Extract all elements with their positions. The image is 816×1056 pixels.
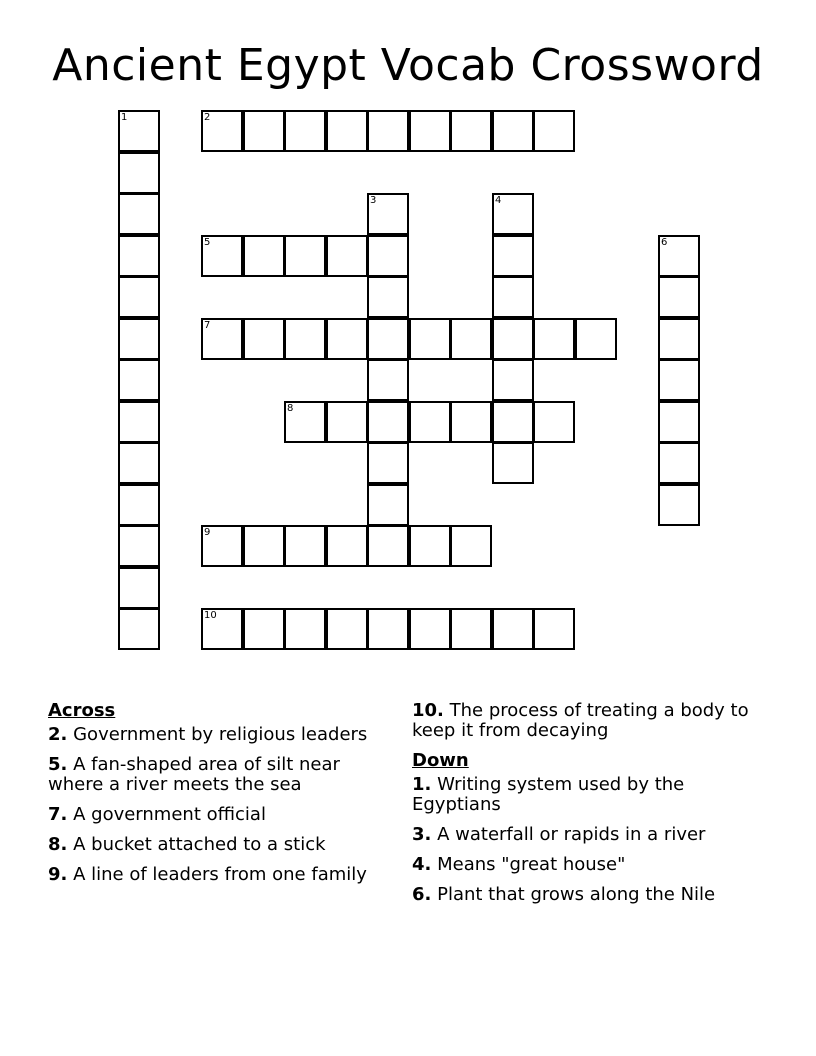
clue-number: 7. xyxy=(48,804,68,825)
grid-cell[interactable] xyxy=(658,484,700,526)
clue-text: The process of treating a body to keep it from decaying xyxy=(412,700,749,741)
grid-cell[interactable] xyxy=(367,401,409,443)
clue-number: 4. xyxy=(412,854,432,875)
grid-cell[interactable] xyxy=(118,484,160,526)
grid-cell[interactable] xyxy=(367,608,409,650)
grid-cell[interactable] xyxy=(367,359,409,401)
grid-cell[interactable] xyxy=(492,193,534,235)
clues-column-right xyxy=(412,701,752,915)
clue-number: 5. xyxy=(48,754,68,775)
clue-number: 9. xyxy=(48,864,68,885)
grid-cell[interactable] xyxy=(201,235,243,277)
puzzle-title: Ancient Egypt Vocab Crossword xyxy=(52,40,764,91)
clue-text: A government official xyxy=(73,804,266,825)
grid-cell[interactable] xyxy=(575,318,617,360)
grid-cell[interactable] xyxy=(367,276,409,318)
grid-cell[interactable] xyxy=(326,318,368,360)
down-clue xyxy=(412,855,752,875)
grid-cell[interactable] xyxy=(118,442,160,484)
across-clue xyxy=(48,835,388,855)
clue-text: A fan-shaped area of silt near where a river meets the sea xyxy=(48,754,340,795)
grid-cell[interactable] xyxy=(118,152,160,194)
grid-cell[interactable] xyxy=(326,401,368,443)
clue-text: Writing system used by the Egyptians xyxy=(412,774,685,815)
grid-cell[interactable] xyxy=(326,110,368,152)
grid-cell[interactable] xyxy=(201,110,243,152)
grid-cell[interactable] xyxy=(492,401,534,443)
clue-number-label: 8 xyxy=(287,403,294,414)
across-clue xyxy=(48,865,388,885)
grid-cell[interactable] xyxy=(658,235,700,277)
down-clue xyxy=(412,885,752,905)
grid-cell[interactable] xyxy=(658,276,700,318)
grid-cell[interactable] xyxy=(492,276,534,318)
clue-number: 1. xyxy=(412,774,432,795)
grid-cell[interactable] xyxy=(492,359,534,401)
grid-cell[interactable] xyxy=(367,525,409,567)
grid-cell[interactable] xyxy=(284,235,326,277)
grid-cell[interactable] xyxy=(326,608,368,650)
grid-cell[interactable] xyxy=(409,608,451,650)
grid-cell[interactable] xyxy=(326,235,368,277)
across-clue xyxy=(412,701,752,741)
grid-cell[interactable] xyxy=(409,401,451,443)
grid-cell[interactable] xyxy=(658,401,700,443)
grid-cell[interactable] xyxy=(450,608,492,650)
grid-cell[interactable] xyxy=(450,401,492,443)
clue-number-label: 10 xyxy=(204,610,217,621)
across-heading: Across xyxy=(48,700,116,721)
clue-number: 2. xyxy=(48,724,68,745)
grid-cell[interactable] xyxy=(118,276,160,318)
grid-cell[interactable] xyxy=(658,359,700,401)
grid-cell[interactable] xyxy=(492,608,534,650)
grid-cell[interactable] xyxy=(201,318,243,360)
grid-cell[interactable] xyxy=(533,608,575,650)
grid-cell[interactable] xyxy=(450,318,492,360)
grid-cell[interactable] xyxy=(243,525,285,567)
across-clue xyxy=(48,725,388,745)
grid-cell[interactable] xyxy=(492,110,534,152)
grid-cell[interactable] xyxy=(492,318,534,360)
down-clue xyxy=(412,825,752,845)
grid-cell[interactable] xyxy=(118,193,160,235)
grid-cell[interactable] xyxy=(201,525,243,567)
grid-cell[interactable] xyxy=(658,318,700,360)
grid-cell[interactable] xyxy=(450,110,492,152)
clue-number: 3. xyxy=(412,824,432,845)
grid-cell[interactable] xyxy=(492,235,534,277)
clue-number-label: 7 xyxy=(204,320,211,331)
clue-number-label: 4 xyxy=(495,195,502,206)
down-clue xyxy=(412,775,752,815)
grid-cell[interactable] xyxy=(533,318,575,360)
grid-cell[interactable] xyxy=(243,110,285,152)
grid-cell[interactable] xyxy=(118,235,160,277)
grid-cell[interactable] xyxy=(326,525,368,567)
clue-number-label: 5 xyxy=(204,237,211,248)
clues-column-left xyxy=(48,701,388,895)
grid-cell[interactable] xyxy=(201,608,243,650)
grid-cell[interactable] xyxy=(492,442,534,484)
grid-cell[interactable] xyxy=(243,318,285,360)
clue-text: Government by religious leaders xyxy=(73,724,368,745)
grid-cell[interactable] xyxy=(118,525,160,567)
grid-cell[interactable] xyxy=(367,318,409,360)
clue-text: A waterfall or rapids in a river xyxy=(437,824,706,845)
grid-cell[interactable] xyxy=(284,608,326,650)
grid-cell[interactable] xyxy=(118,110,160,152)
grid-cell[interactable] xyxy=(533,110,575,152)
clue-text: Means "great house" xyxy=(437,854,626,875)
clue-number-label: 1 xyxy=(121,112,128,123)
clue-number: 6. xyxy=(412,884,432,905)
grid-cell[interactable] xyxy=(284,525,326,567)
grid-cell[interactable] xyxy=(118,567,160,609)
grid-cell[interactable] xyxy=(450,525,492,567)
grid-cell[interactable] xyxy=(118,608,160,650)
grid-cell[interactable] xyxy=(118,401,160,443)
clue-text: Plant that grows along the Nile xyxy=(437,884,716,905)
across-clue xyxy=(48,755,388,795)
down-heading: Down xyxy=(412,750,469,771)
grid-cell[interactable] xyxy=(367,442,409,484)
clue-number-label: 2 xyxy=(204,112,211,123)
grid-cell[interactable] xyxy=(367,484,409,526)
grid-cell[interactable] xyxy=(243,608,285,650)
grid-cell[interactable] xyxy=(284,401,326,443)
grid-cell[interactable] xyxy=(118,359,160,401)
clue-number-label: 6 xyxy=(661,237,668,248)
clue-number-label: 9 xyxy=(204,527,211,538)
grid-cell[interactable] xyxy=(367,193,409,235)
grid-cell[interactable] xyxy=(243,235,285,277)
across-clue xyxy=(48,805,388,825)
grid-cell[interactable] xyxy=(118,318,160,360)
clue-number-label: 3 xyxy=(370,195,377,206)
grid-cell[interactable] xyxy=(409,110,451,152)
grid-cell[interactable] xyxy=(409,525,451,567)
grid-cell[interactable] xyxy=(367,110,409,152)
clue-text: A bucket attached to a stick xyxy=(73,834,326,855)
clue-number: 10. xyxy=(412,700,444,721)
grid-cell[interactable] xyxy=(367,235,409,277)
grid-cell[interactable] xyxy=(284,110,326,152)
clue-number: 8. xyxy=(48,834,68,855)
grid-cell[interactable] xyxy=(409,318,451,360)
grid-cell[interactable] xyxy=(284,318,326,360)
clue-text: A line of leaders from one family xyxy=(73,864,367,885)
grid-cell[interactable] xyxy=(533,401,575,443)
grid-cell[interactable] xyxy=(658,442,700,484)
